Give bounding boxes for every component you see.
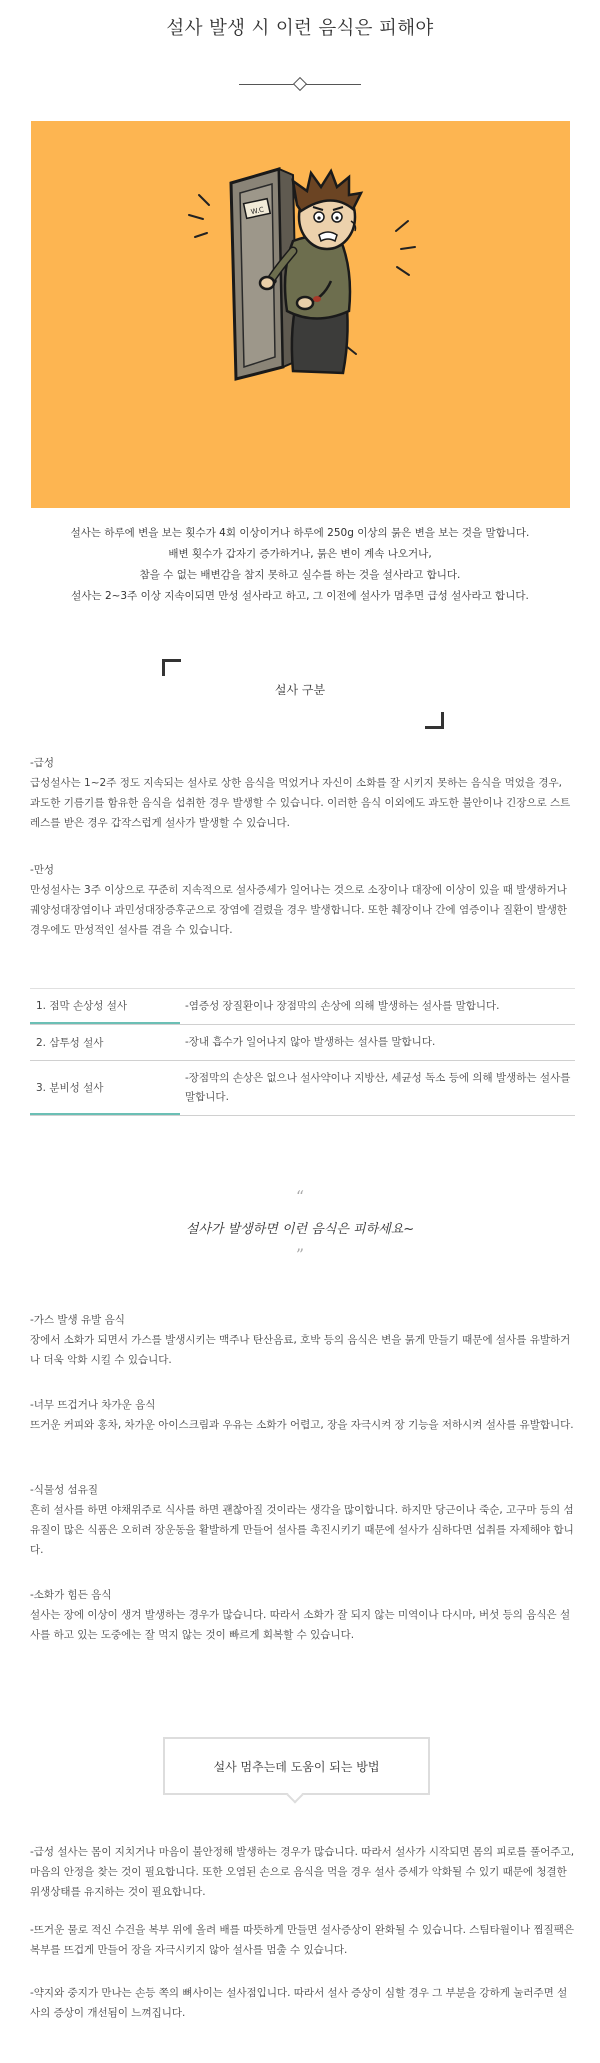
- section-title-tips: [163, 1737, 430, 1795]
- food-heading: -가스 발생 유발 음식: [30, 1314, 125, 1326]
- diarrhea-types-table: [30, 988, 575, 1116]
- table-row: [30, 988, 575, 1025]
- table-row-label: 1. 점막 손상성 설사: [30, 989, 180, 1024]
- tip-text: -약지와 중지가 만나는 손등 쪽의 뼈사이는 설사점입니다. 따라서 설사 증상이 심할 경우 그 부분을 강하게 눌러주면 설사의 증상이 개선됨이 느껴집니다.: [30, 1987, 568, 2019]
- tips-title: 설사 멈추는데 도움이 되는 방법: [213, 1759, 380, 1774]
- intro-line: 설사는 2~3주 이상 지속이되면 만성 설사라고 하고, 그 이전에 설사가 멈추면 급성 설사라고 합니다.: [71, 590, 529, 602]
- acute-section: [30, 753, 575, 833]
- door-sign: W.C: [250, 205, 265, 217]
- hero-illustration: [31, 121, 570, 508]
- table-row: [30, 1025, 575, 1061]
- food-text: 흔히 설사를 하면 야채위주로 식사를 하면 괜찮아질 것이라는 생각을 많이합니다. 하지만 당근이나 죽순, 고구마 등의 섬유질이 많은 식품은 오히려 장운동을 활발하게 만들어 설사를 촉진시키기 때문에 설사가 심하다면 섭취를 자제해야 합니다.: [30, 1504, 574, 1556]
- acute-heading: -급성: [30, 757, 55, 769]
- chronic-text: 만성설사는 3주 이상으로 꾸준히 지속적으로 설사증세가 일어나는 것으로 소장이나 대장에 이상이 있을 때 발생하거나 궤양성대장염이나 과민성대장증후군으로 장염에 걸렸을 경우 발생합니다. 또한 췌장이나 간에 염증이나 질환이 발생한 경우에도 만성적인 설사를 겪을 수 있습니다.: [30, 884, 568, 936]
- table-row-text: -장내 흡수가 일어나지 않아 발생하는 설사를 말합니다.: [185, 1036, 436, 1048]
- table-row-label: 3. 분비성 설사: [30, 1061, 180, 1115]
- quote-heading: 설사가 발생하면 이런 음식은 피하세요~: [185, 1222, 415, 1237]
- food-item: [30, 1585, 575, 1645]
- intro-line: 배변 횟수가 갑자기 증가하거나, 묽은 변이 계속 나오거나,: [168, 548, 432, 560]
- close-quote-icon: ”: [295, 1245, 305, 1264]
- intro-text: [20, 523, 580, 607]
- table-row-text: -염증성 장질환이나 장점막의 손상에 의해 발생하는 설사를 말합니다.: [185, 1000, 500, 1012]
- bracket-corner-icon: [162, 659, 181, 676]
- food-item: [30, 1395, 575, 1435]
- acute-text: 급성설사는 1~2주 정도 지속되는 설사로 상한 음식을 먹었거나 자신이 소화를 잘 시키지 못하는 음식을 먹었을 경우, 과도한 기름기를 함유한 음식을 섭취한 경우 발생할 수 있습니다. 이러한 음식 이외에도 과도한 불안이나 긴장으로 스트레스를 받은 경우 갑작스럽게 설사가 발생할 수 있습니다.: [30, 777, 571, 829]
- cartoon-man-at-toilet-door: [31, 121, 570, 508]
- page-title: 설사 발생 시 이런 음식은 피해야: [166, 18, 434, 39]
- food-text: 설사는 장에 이상이 생겨 발생하는 경우가 많습니다. 따라서 소화가 잘 되지 않는 미역이나 다시마, 버섯 등의 음식은 설사를 하고 있는 도중에는 잘 먹지 않는 것이 빠르게 회복할 수 있습니다.: [30, 1609, 571, 1641]
- intro-line: 참을 수 없는 배변감을 참지 못하고 실수를 하는 것을 설사라고 합니다.: [139, 569, 461, 581]
- table-row-label: 2. 삼투성 설사: [36, 1037, 104, 1049]
- food-heading: -식물성 섬유질: [30, 1484, 98, 1496]
- tip-item: [30, 1983, 575, 2023]
- food-heading: -소화가 힘든 음식: [30, 1589, 112, 1601]
- table-row: [30, 1061, 575, 1116]
- food-item: [30, 1480, 575, 1560]
- bracket-corner-icon: [425, 712, 444, 729]
- tip-text: -뜨거운 물로 적신 수건을 복부 위에 올려 배를 따뜻하게 만들면 설사증상이 완화될 수 있습니다. 스팀타월이나 찜질팩은 복부를 뜨겁게 만들어 장을 자극시키지 않아 설사를 멈출 수 있습니다.: [30, 1924, 575, 1956]
- intro-line: 설사는 하루에 변을 보는 횟수가 4회 이상이거나 하루에 250g 이상의 묽은 변을 보는 것을 말합니다.: [70, 527, 530, 539]
- open-quote-icon: “: [295, 1187, 305, 1206]
- chronic-section: [30, 860, 575, 940]
- table-row-text: -장점막의 손상은 없으나 설사약이나 지방산, 세균성 독소 등에 의해 발생하는 설사를 말합니다.: [185, 1072, 571, 1103]
- tip-text: -급성 설사는 몸이 지치거나 마음이 불안정해 발생하는 경우가 많습니다. 따라서 설사가 시작되면 몸의 피로를 풀어주고, 마음의 안정을 찾는 것이 필요합니다. 또한 오염된 손으로 음식을 먹을 경우 설사 증세가 악화될 수 있기 때문에 청결한 위생상태를 유지하는 것이 필요합니다.: [30, 1846, 575, 1898]
- divider-right: [306, 84, 361, 85]
- food-text: 장에서 소화가 되면서 가스를 발생시키는 맥주나 탄산음료, 호박 등의 음식은 변을 묽게 만들기 때문에 설사를 유발하거나 더욱 악화 시킬 수 있습니다.: [30, 1334, 571, 1366]
- food-heading: -너무 뜨겁거나 차가운 음식: [30, 1399, 156, 1411]
- tip-item: [30, 1920, 575, 1960]
- chronic-heading: -만성: [30, 864, 55, 876]
- section-title-types: 설사 구분: [274, 683, 326, 697]
- divider-diamond-icon: [293, 77, 307, 91]
- divider-left: [239, 84, 294, 85]
- food-text: 뜨거운 커피와 홍차, 차가운 아이스크림과 우유는 소화가 어렵고, 장을 자극시켜 장 기능을 저하시켜 설사를 유발합니다.: [30, 1419, 574, 1431]
- tip-item: [30, 1842, 575, 1902]
- food-item: [30, 1310, 575, 1370]
